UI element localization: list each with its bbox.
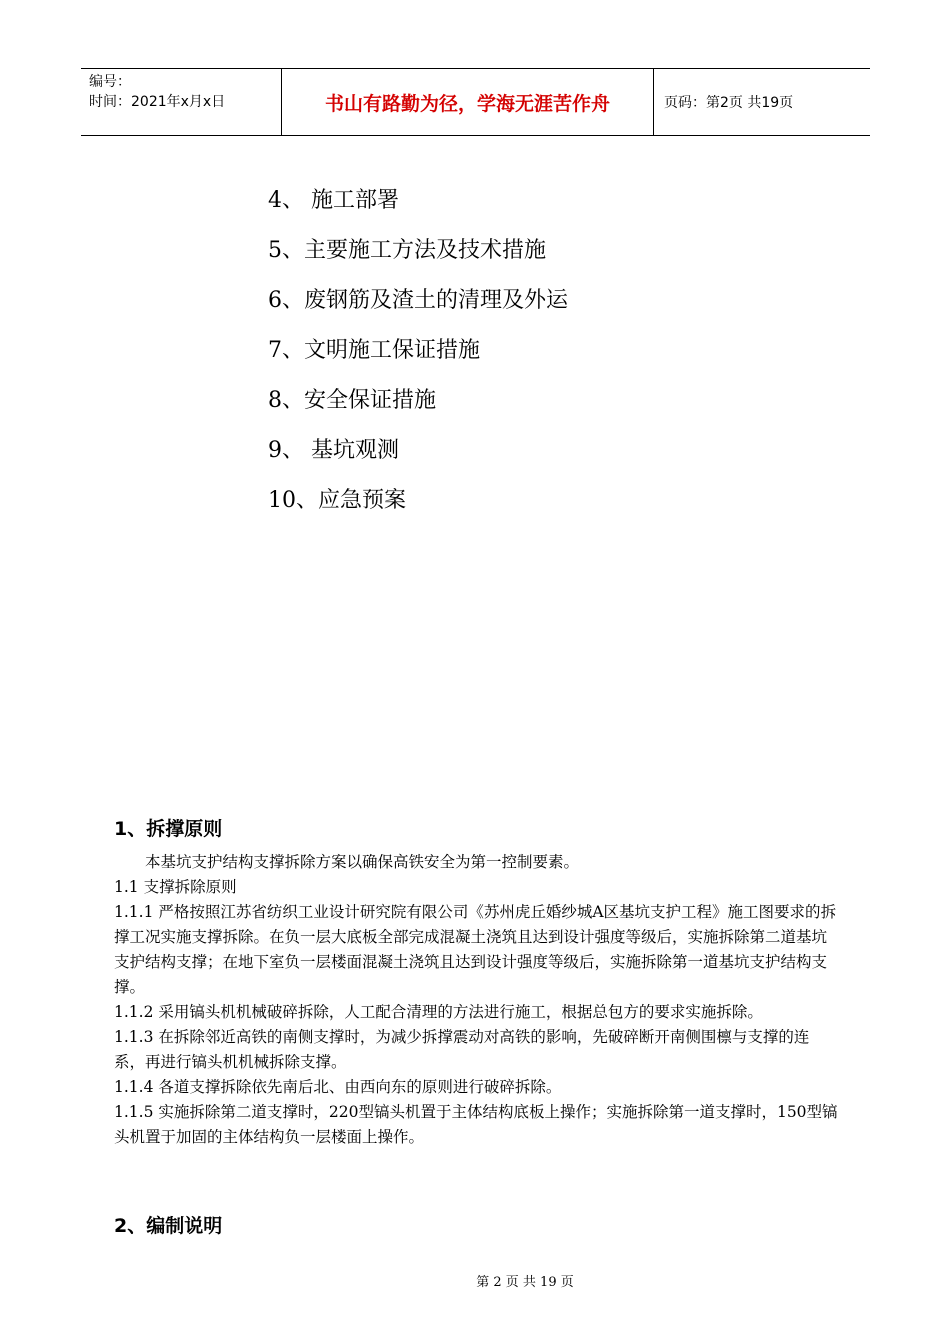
paragraph: 1.1.3 在拆除邻近高铁的南侧支撑时，为减少拆撑震动对高铁的影响，先破碎断开南侧围檩与支撑的连系，再进行镐头机机械拆除支撑。 <box>114 1028 810 1071</box>
toc-item: 8、安全保证措施 <box>268 388 436 413</box>
header-meta <box>81 69 282 135</box>
table-of-contents <box>268 176 568 526</box>
number-label: 编号： <box>89 74 131 90</box>
section-1-body <box>114 850 838 1150</box>
page-header <box>81 68 870 136</box>
time-label: 时间：2021年x月x日 <box>89 94 226 110</box>
section-1-heading: 1、拆撑原则 <box>114 818 223 840</box>
paragraph: 1.1.1 严格按照江苏省纺织工业设计研究院有限公司《苏州虎丘婚纱城A区基坑支护工程》施工图要求的拆撑工况实施支撑拆除。在负一层大底板全部完成混凝土浇筑且达到设计强度等级后，实施拆除第二道基坑支护结构支撑；在地下室负一层楼面混凝土浇筑且达到设计强度等级后，实施拆除第一道基坑支护结构支撑。 <box>114 903 837 996</box>
paragraph: 1.1 支撑拆除原则 <box>114 878 237 896</box>
section-2-heading: 2、编制说明 <box>114 1215 223 1237</box>
page-footer: 第 2 页 共 19 页 <box>476 1275 574 1290</box>
header-page-info: 页码：第2页 共19页 <box>664 95 794 111</box>
toc-item: 9、 基坑观测 <box>268 438 399 463</box>
toc-item: 5、主要施工方法及技术措施 <box>268 238 546 263</box>
paragraph: 本基坑支护结构支撑拆除方案以确保高铁安全为第一控制要素。 <box>145 853 580 871</box>
toc-item: 10、应急预案 <box>268 488 406 513</box>
paragraph: 1.1.2 采用镐头机机械破碎拆除，人工配合清理的方法进行施工，根据总包方的要求实施拆除。 <box>114 1003 763 1021</box>
paragraph: 1.1.5 实施拆除第二道支撑时，220型镐头机置于主体结构底板上操作；实施拆除第一道支撑时，150型镐头机置于加固的主体结构负一层楼面上操作。 <box>114 1103 838 1146</box>
toc-item: 7、文明施工保证措施 <box>268 338 480 363</box>
toc-item: 4、 施工部署 <box>268 188 399 213</box>
paragraph: 1.1.4 各道支撑拆除依先南后北、由西向东的原则进行破碎拆除。 <box>114 1078 562 1096</box>
header-motto: 书山有路勤为径，学海无涯苦作舟 <box>282 69 654 135</box>
toc-item: 6、废钢筋及渣土的清理及外运 <box>268 288 568 313</box>
